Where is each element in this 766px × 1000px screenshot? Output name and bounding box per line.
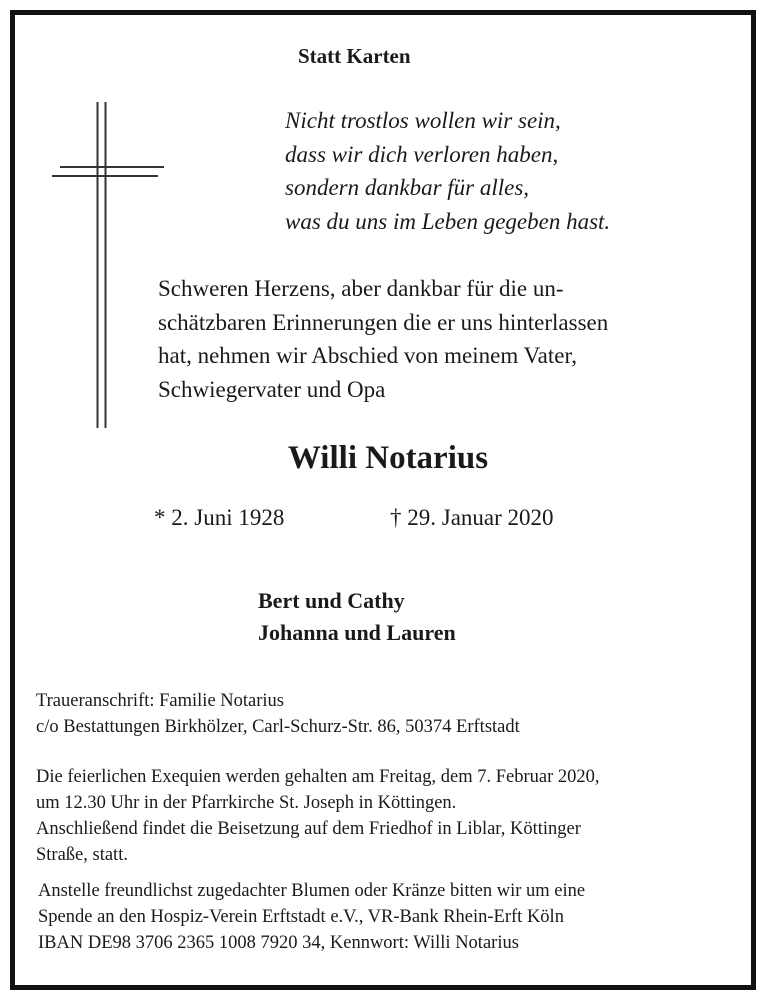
poem-line: Nicht trostlos wollen wir sein, <box>285 108 561 133</box>
family-names <box>258 585 456 649</box>
poem-line: dass wir dich verloren haben, <box>285 141 559 167</box>
family-line: Bert und Cathy <box>258 588 405 613</box>
birth-date: * 2. Juni 1928 <box>154 505 285 530</box>
deceased-name: Willi Notarius <box>287 440 489 476</box>
intro-line: schätzbaren Erinnerungen die er uns hinterlassen <box>158 309 609 335</box>
address-line: c/o Bestattungen Birkhölzer, Carl-Schurz-Str. 86, 50374 Erftstadt <box>36 717 520 737</box>
poem-line: sondern dankbar für alles, <box>285 175 530 200</box>
donation-line: Spende an den Hospiz-Verein Erftstadt e.V., VR-Bank Rhein-Erft Köln <box>38 907 564 927</box>
heading-statt-karten: Statt Karten <box>298 44 411 68</box>
intro-line: Schwiegervater und Opa <box>158 376 386 402</box>
intro-text <box>158 272 608 406</box>
mourning-address <box>36 688 520 740</box>
address-line: Traueranschrift: Familie Notarius <box>36 691 284 711</box>
poem-quote <box>285 104 610 238</box>
cross-icon <box>52 102 164 428</box>
family-line: Johanna und Lauren <box>258 620 456 645</box>
death-date: † 29. Januar 2020 <box>390 505 554 530</box>
donation-line: Anstelle freundlichst zugedachter Blumen oder Kränze bitten wir um eine <box>38 881 586 901</box>
service-line: um 12.30 Uhr in der Pfarrkirche St. Joseph in Köttingen. <box>36 793 457 813</box>
donation-info <box>38 878 585 956</box>
service-line: Die feierlichen Exequien werden gehalten am Freitag, dem 7. Februar 2020, <box>36 767 600 787</box>
poem-line: was du uns im Leben gegeben hast. <box>285 208 611 234</box>
service-line: Straße, statt. <box>36 845 128 865</box>
donation-line: IBAN DE98 3706 2365 1008 7920 34, Kennwort: Willi Notarius <box>38 933 519 953</box>
intro-line: hat, nehmen wir Abschied von meinem Vater, <box>158 343 577 368</box>
service-info <box>36 764 600 868</box>
intro-line: Schweren Herzens, aber dankbar für die un- <box>158 276 564 301</box>
service-line: Anschließend findet die Beisetzung auf dem Friedhof in Liblar, Köttinger <box>36 819 581 839</box>
